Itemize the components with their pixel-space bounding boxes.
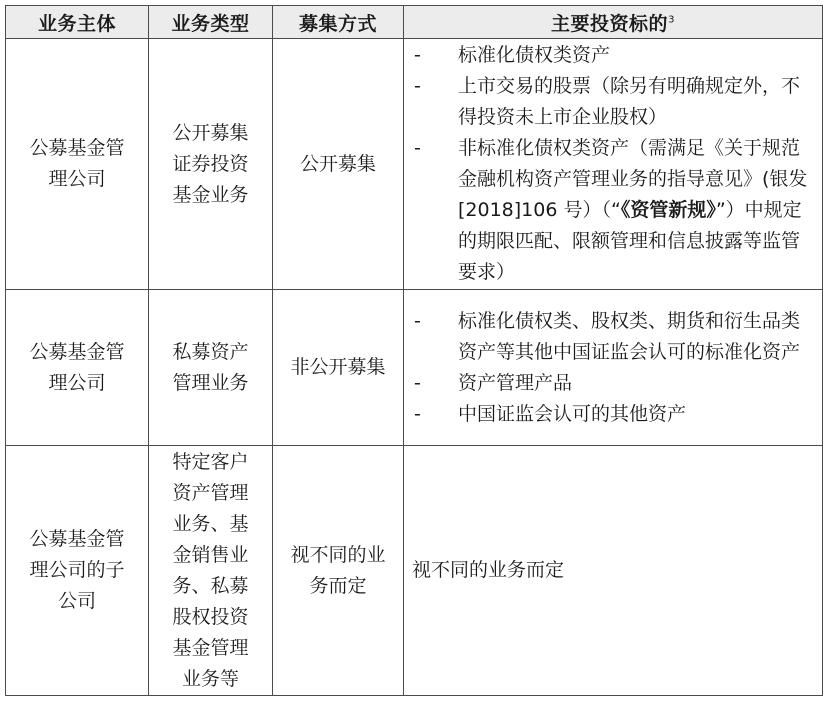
cell-entity (6, 290, 149, 446)
bullet-dash: - (414, 75, 421, 97)
header-entity: 业务主体 (6, 6, 149, 39)
list-item (412, 40, 816, 71)
list-item (412, 399, 816, 430)
cell-entity-text: 公募基金管理公司的子公司 (29, 528, 125, 612)
cell-entity (6, 446, 149, 696)
cell-investment-targets (404, 39, 823, 290)
bullet-dash: - (414, 371, 421, 394)
investment-table (5, 5, 823, 696)
header-investment-targets (404, 6, 823, 39)
cell-fundraising-method (273, 446, 404, 696)
header-fundraising-method: 募集方式 (273, 6, 404, 39)
cell-entity-text: 公募基金管理公司 (29, 137, 125, 190)
list-item-text-part: 非标准化债权类资产（需满足《关于规范金融机构资产管理业务的指导意见》(银发[2018]106 号）（“ (458, 137, 808, 221)
cell-business-type-text: 特定客户资产管理业务、基金销售业务、私募股权投资基金管理业务等 (172, 450, 249, 690)
cell-fundraising-method: 非公开募集 (273, 290, 404, 446)
list-item-text: 上市交易的股票（除另有明确规定外，不得投资未上市企业股权） (458, 75, 801, 128)
bullet-dash: - (414, 309, 421, 332)
cell-business-type (149, 39, 273, 290)
cell-business-type-text: 公开募集证券投资基金业务 (172, 121, 249, 206)
list-item-bold-term: 《资管新规》 (620, 199, 716, 221)
cell-fundraising-method-text: 视不同的业务而定 (290, 543, 386, 597)
list-item-text: 中国证监会认可的其他资产 (458, 402, 687, 425)
list-item-text (458, 133, 816, 288)
cell-fundraising-method: 公开募集 (273, 39, 404, 290)
table-row (6, 290, 823, 446)
cell-business-type (149, 290, 273, 446)
list-item-text: 标准化债权类、股权类、期货和衍生品类资产等其他中国证监会认可的标准化资产 (458, 309, 801, 363)
footnote-marker: 3 (668, 14, 675, 26)
list-item (412, 306, 816, 368)
list-item (412, 368, 816, 399)
cell-investment-targets: 视不同的业务而定 (404, 446, 823, 696)
cell-entity (6, 39, 149, 290)
header-business-type: 业务类型 (149, 6, 273, 39)
cell-business-type-text: 私募资产管理业务 (172, 340, 249, 394)
table-row (6, 39, 823, 290)
bullet-dash: - (414, 402, 421, 425)
list-item (412, 71, 816, 133)
table-row (6, 446, 823, 696)
table-header-row (6, 6, 823, 39)
cell-entity-text: 公募基金管理公司 (29, 340, 125, 394)
bullet-dash: - (414, 44, 421, 66)
cell-business-type (149, 446, 273, 696)
list-item-text: 标准化债权类资产 (458, 44, 611, 66)
list-item (412, 133, 816, 288)
list-item-text: 资产管理产品 (458, 371, 573, 394)
list-item-text-part: ”）中规定的期限匹配、限额管理和信息披露等监管要求） (458, 199, 802, 283)
cell-investment-targets (404, 290, 823, 446)
bullet-dash: - (414, 137, 421, 159)
header-investment-targets-label: 主要投资标的 (551, 12, 669, 35)
